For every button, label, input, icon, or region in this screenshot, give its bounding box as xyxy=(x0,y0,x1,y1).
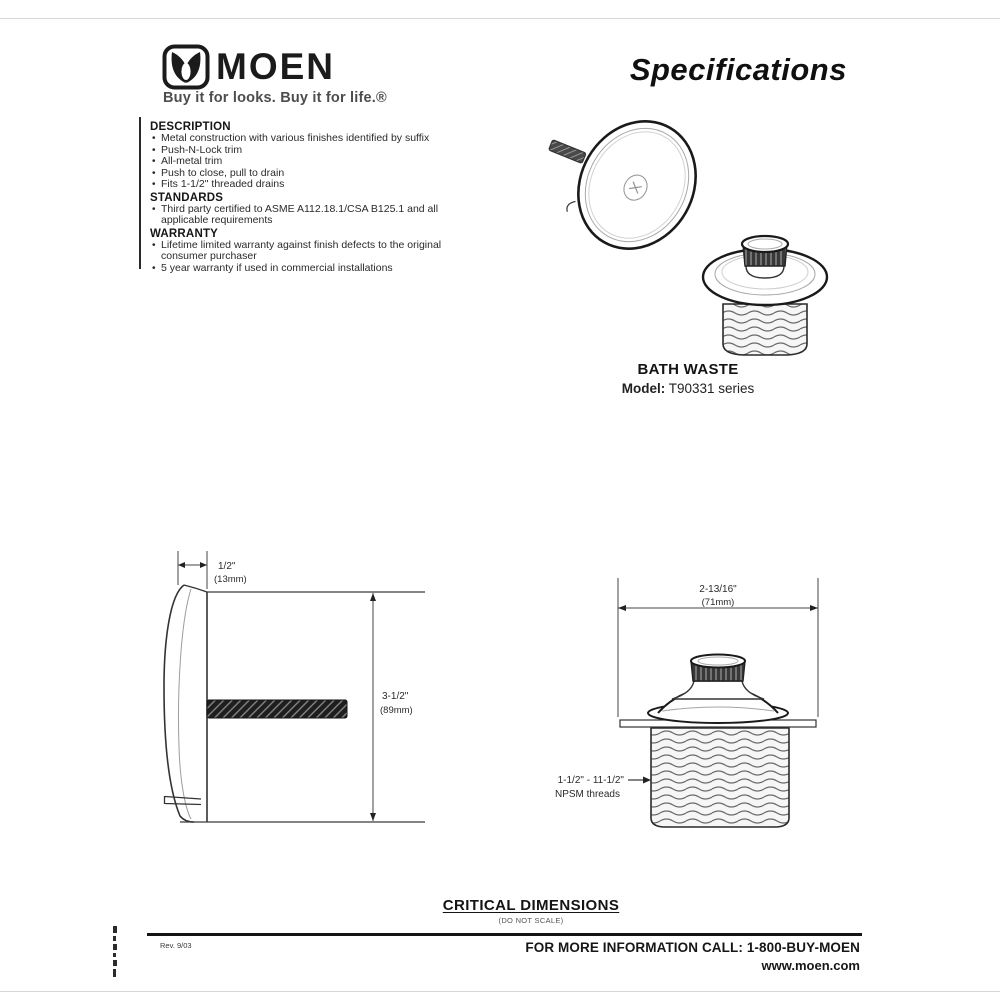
stopper-width-metric: (71mm) xyxy=(701,597,735,608)
moen-flower-icon xyxy=(162,44,210,90)
info-left-rule xyxy=(139,117,141,269)
model-value: T90331 series xyxy=(668,381,755,396)
description-bullet: • Fits 1-1/2" threaded drains xyxy=(150,179,475,191)
do-not-scale-note: (DO NOT SCALE) xyxy=(498,916,564,925)
page-title: Specifications xyxy=(629,52,847,87)
plate-stem xyxy=(549,140,586,164)
plate-profile xyxy=(164,585,207,822)
dimension-drawing-plate xyxy=(140,545,440,835)
standards-list xyxy=(150,204,475,227)
info-sections xyxy=(150,120,475,274)
product-caption xyxy=(588,361,788,396)
warranty-list xyxy=(150,240,475,275)
stopper-threads xyxy=(723,304,807,355)
dimension-drawing-stopper xyxy=(530,560,850,840)
brand-tagline: Buy it for looks. Buy it for life.® xyxy=(163,90,387,106)
cover-plate-disc xyxy=(556,108,719,270)
width-dimension xyxy=(178,551,207,589)
height-dimension xyxy=(370,593,376,821)
stopper-thread-body xyxy=(651,728,789,827)
description-bullet: • All-metal trim xyxy=(150,156,475,168)
product-illustration xyxy=(540,108,860,360)
warranty-bullet: • 5 year warranty if used in commercial installations xyxy=(150,263,475,275)
description-bullet: • Push-N-Lock trim xyxy=(150,145,475,157)
thread-size-label: 1-1/2" - 11-1/2" xyxy=(557,775,624,786)
section-heading-description: DESCRIPTION xyxy=(150,121,231,133)
brand-wordmark: MOEN xyxy=(216,46,335,87)
section-heading-standards: STANDARDS xyxy=(150,191,224,204)
critical-dimensions-heading: CRITICAL DIMENSIONS xyxy=(442,897,620,914)
section-heading-warranty: WARRANTY xyxy=(150,227,219,240)
stopper-knob xyxy=(742,236,788,278)
threaded-rod xyxy=(207,700,347,718)
thread-callout-arrow xyxy=(628,777,651,784)
stopper-width-label: 2-13/16" xyxy=(699,584,737,595)
info-call-label: FOR MORE INFORMATION CALL: xyxy=(525,940,743,955)
stopper-knob-front xyxy=(672,655,764,700)
revision-note: Rev. 9/03 xyxy=(160,941,192,950)
warranty-bullet: • Lifetime limited warranty against finish defects to the original consumer purchaser xyxy=(150,240,475,263)
description-bullet: • Metal construction with various finishes identified by suffix xyxy=(150,133,475,145)
plate-width-label: 1/2" xyxy=(218,561,236,572)
contact-block xyxy=(460,940,860,973)
page-edge-bottom xyxy=(0,991,1000,992)
plate-height-metric: (89mm) xyxy=(380,705,413,716)
product-model xyxy=(588,381,788,396)
info-phone: 1-800-BUY-MOEN xyxy=(746,940,860,955)
thread-type-label: NPSM threads xyxy=(554,789,620,800)
model-label: Model: xyxy=(621,381,666,396)
plate-height-label: 3-1/2" xyxy=(382,691,409,702)
standards-bullet: • Third party certified to ASME A112.18.1/CSA B125.1 and all applicable requirements xyxy=(150,204,475,227)
spine-print-marks xyxy=(113,926,121,980)
product-category: BATH WASTE xyxy=(637,361,739,378)
description-list xyxy=(150,133,475,191)
footer-rule xyxy=(147,933,862,936)
page-edge-top xyxy=(0,18,1000,19)
plate-width-metric: (13mm) xyxy=(214,574,247,585)
website-text: www.moen.com xyxy=(761,958,860,973)
description-bullet: • Push to close, pull to drain xyxy=(150,168,475,180)
info-call-line xyxy=(460,940,860,955)
critical-dimensions-block xyxy=(406,897,656,925)
